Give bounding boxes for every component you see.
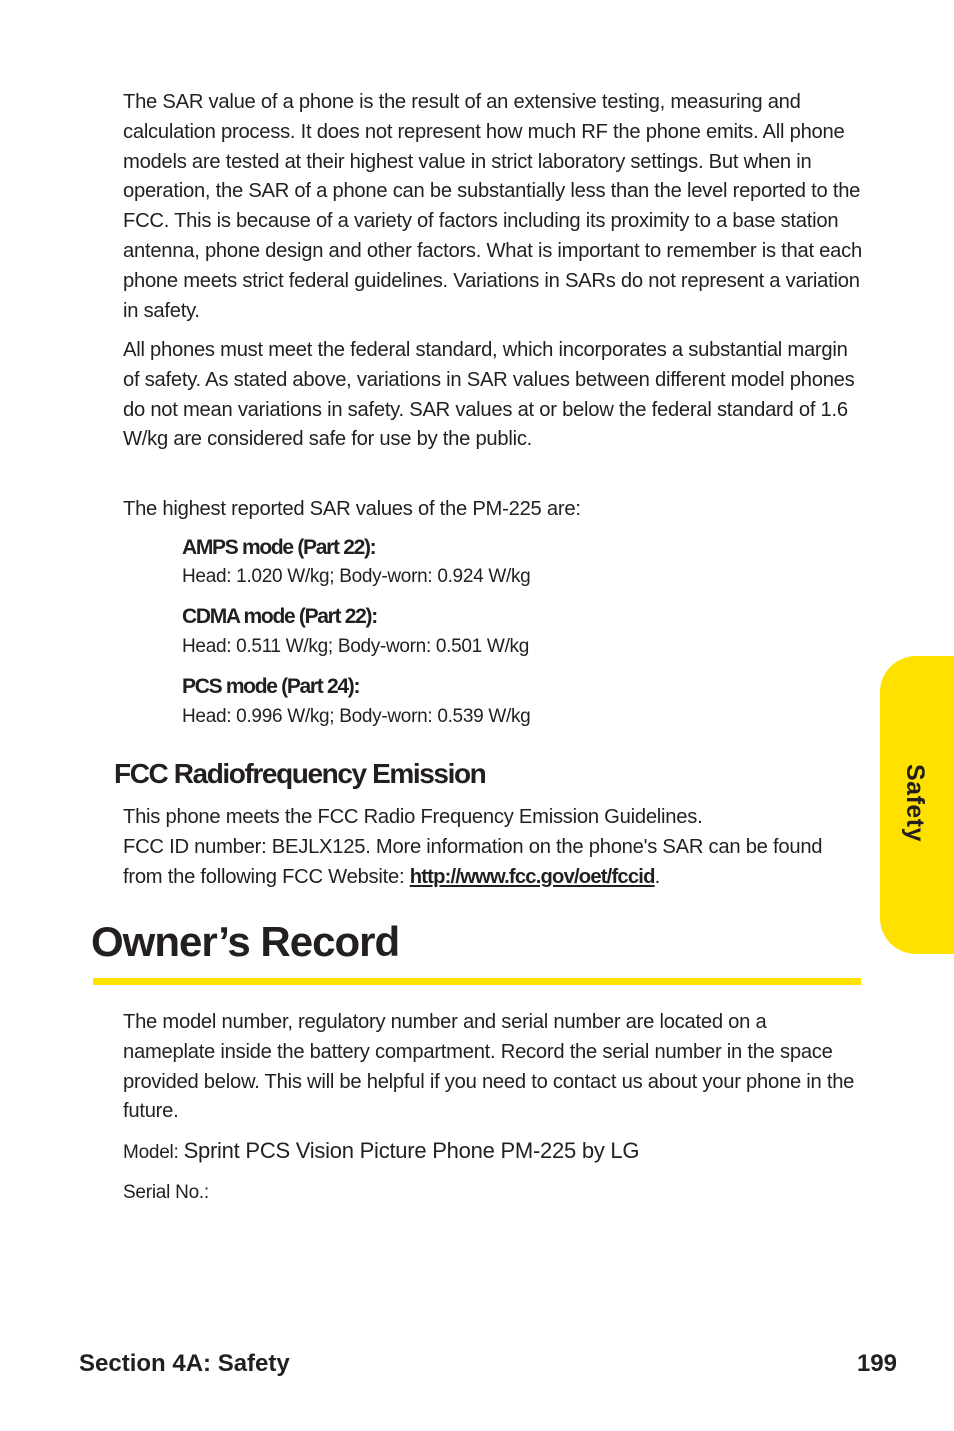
cdma-mode-values: Head: 0.511 W/kg; Body-worn: 0.501 W/kg xyxy=(182,636,530,657)
amps-mode-values: Head: 1.020 W/kg; Body-worn: 0.924 W/kg xyxy=(182,566,531,587)
serial-label: Serial No.: xyxy=(123,1182,209,1203)
page-number: 199 xyxy=(856,1350,897,1377)
pcs-mode-values: Head: 0.996 W/kg; Body-worn: 0.539 W/kg xyxy=(182,706,531,727)
fcc-line-2: FCC ID number: BEJLX125. More information on the phone's SAR can be found from the following FCC Website: xyxy=(123,835,823,888)
title-underline xyxy=(93,978,861,985)
pcs-mode-title: PCS mode (Part 24): xyxy=(182,675,360,698)
side-tab-label: Safety xyxy=(901,764,929,843)
fcc-line-1: This phone meets the FCC Radio Frequency Emission Guidelines. xyxy=(123,806,703,828)
sar-paragraph-1: The SAR value of a phone is the result of an extensive testing, measuring and calculation process. It does not represent how much RF the phone emits. All phone models are tested at their highest value in strict laboratory settings. But when in operation, the SAR of a phone can be substantially less than the level reported to the FCC. This is because of a variety of factors including its proximity to a base station antenna, phone design and other factors. What is important to remember is that each phone meets strict federal guidelines. Variations in SARs do not represent a variation in safety. xyxy=(123,91,862,322)
sar-values-intro: The highest reported SAR values of the PM-225 are: xyxy=(123,498,581,520)
model-line xyxy=(123,1136,863,1168)
cdma-mode-title: CDMA mode (Part 22): xyxy=(182,605,377,628)
model-value: Sprint PCS Vision Picture Phone PM-225 by LG xyxy=(183,1138,640,1163)
sar-paragraph-2: All phones must meet the federal standard, which incorporates a substantial margin of safety. As stated above, variations in SAR values between different model phones do not mean variations in safety. SAR values at or below the federal standard of 1.6 W/kg are considered safe for use by the public. xyxy=(123,339,855,451)
fcc-link-suffix: . xyxy=(654,865,660,888)
fcc-website-link[interactable]: http://www.fcc.gov/oet/fccid xyxy=(409,865,655,888)
amps-mode-title: AMPS mode (Part 22): xyxy=(182,536,376,559)
model-label: Model: xyxy=(123,1142,184,1163)
owners-record-title: Owner’s Record xyxy=(91,918,400,965)
fcc-heading: FCC Radiofrequency Emission xyxy=(114,758,486,789)
footer-section-label: Section 4A: Safety xyxy=(79,1350,290,1377)
fcc-paragraph xyxy=(123,803,863,892)
owners-record-paragraph: The model number, regulatory number and serial number are located on a nameplate inside the battery compartment. Record the serial number in the space provided below. This will be helpful if you need to contact us about your phone in the future. xyxy=(123,1011,855,1123)
